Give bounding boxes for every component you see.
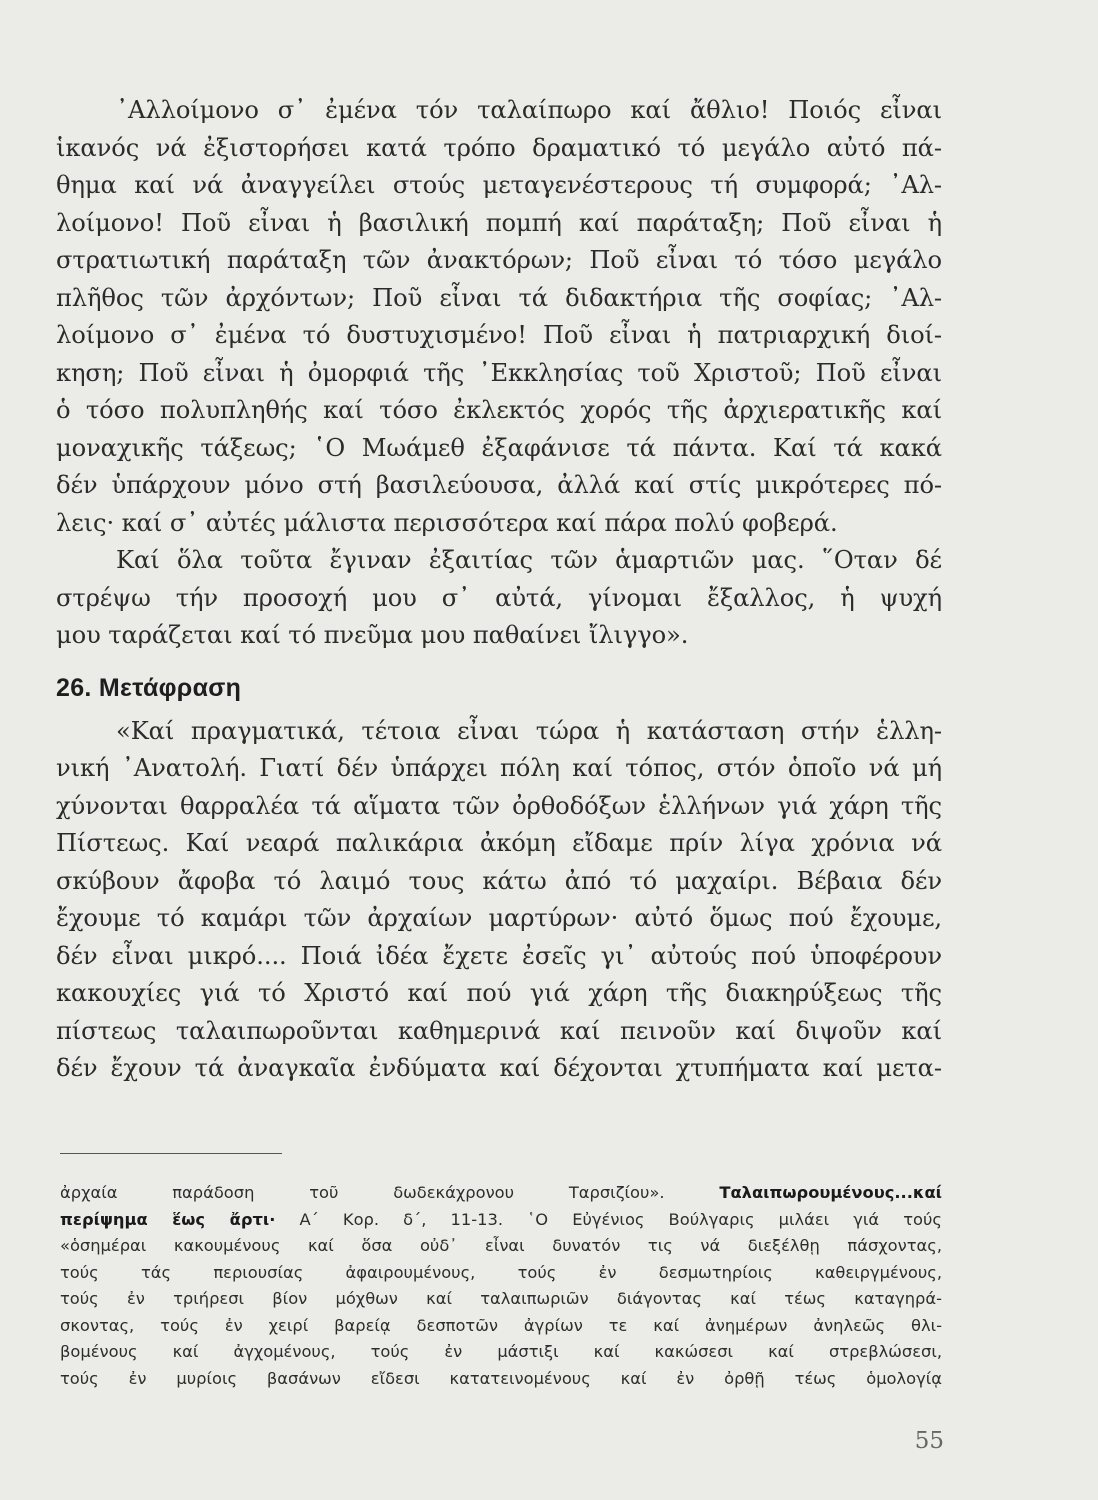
text-line: νική ᾽Ανατολή. Γιατί δέν ὑπάρχει πόλη καί τόπος, στόν ὁποῖο νά μή	[56, 754, 942, 782]
footnote-text: ἀρχαία παράδοση τοῦ δωδεκάχρονου Ταρσιζίου».	[60, 1183, 720, 1202]
footnote-text: Α΄ Κορ. δ΄, 11-13. ῾Ο Εὐγένιος Βούλγαρις μιλάει γιά τούς	[275, 1209, 942, 1229]
text-line: πλῆθος τῶν ἀρχόντων; Ποῦ εἶναι τά διδακτήρια τῆς σοφίας; ᾽Αλ-	[56, 283, 942, 312]
page-number: 55	[914, 1428, 944, 1454]
page-body	[56, 92, 942, 1088]
text-line: στρέψω τήν προσοχή μου σ᾽ αὐτά, γίνομαι ἔξαλλος, ἡ ψυχή	[56, 583, 942, 612]
paragraph-3	[56, 713, 942, 1088]
footnote-line: σκοντας, τούς ἐν χειρί βαρείᾳ δεσποτῶν ἀγρίων τε καί ἀνημέρων ἀνηλεῶς θλι-	[60, 1315, 942, 1335]
text-line: ἱκανός νά ἐξιστορήσει κατά τρόπο δραματικό τό μεγάλο αὐτό πά-	[56, 133, 942, 162]
footnote-line	[60, 1180, 942, 1207]
text-line: «Καί πραγματικά, τέτοια εἶναι τώρα ἡ κατάσταση στήν ἑλλη-	[116, 716, 942, 745]
text-line: στρατιωτική παράταξη τῶν ἀνακτόρων; Ποῦ εἶναι τό τόσο μεγάλο	[56, 246, 942, 274]
footnote	[60, 1180, 942, 1392]
text-line: ἔχουμε τό καμάρι τῶν ἀρχαίων μαρτύρων· αὐτό ὅμως πού ἔχουμε,	[56, 904, 942, 932]
text-line: δέν ἔχουν τά ἀναγκαῖα ἐνδύματα καί δέχονται χτυπήματα καί μετα-	[56, 1054, 942, 1082]
text-line: Καί ὅλα τοῦτα ἔγιναν ἐξαιτίας τῶν ἁμαρτιῶν μας. ῞Οταν δέ	[116, 546, 942, 574]
text-line: ᾽Αλλοίμονο σ᾽ ἐμένα τόν ταλαίπωρο καί ἄθλιο! Ποιός εἶναι	[116, 96, 942, 124]
text-line: πίστεως ταλαιπωροῦνται καθημερινά καί πεινοῦν καί διψοῦν καί	[56, 1016, 942, 1045]
footnote-bold-text: Ταλαιπωρουμένους...καί	[719, 1183, 942, 1202]
section-heading: 26. Μετάφραση	[56, 673, 242, 702]
text-line: δέν εἶναι μικρό.... Ποιά ἰδέα ἔχετε ἐσεῖς γι᾽ αὐτούς πού ὑποφέρουν	[56, 941, 942, 970]
text-line: λοίμονο! Ποῦ εἶναι ἡ βασιλική πομπή καί παράταξη; Ποῦ εἶναι ἡ	[56, 208, 942, 237]
paragraph-1	[56, 92, 942, 542]
text-line: μοναχικῆς τάξεως; ῾Ο Μωάμεθ ἐξαφάνισε τά πάντα. Καί τά κακά	[56, 433, 942, 462]
footnote-line: τούς τάς περιουσίας ἀφαιρουμένους, τούς ἐν δεσμωτηρίοις καθειργμένους,	[60, 1262, 942, 1282]
text-line: σκύβουν ἄφοβα τό λαιμό τους κάτω ἀπό τό μαχαίρι. Βέβαια δέν	[56, 866, 942, 895]
text-line: Πίστεως. Καί νεαρά παλικάρια ἀκόμη εἴδαμε πρίν λίγα χρόνια νά	[56, 829, 942, 857]
text-line: κηση; Ποῦ εἶναι ἡ ὀμορφιά τῆς ᾽Εκκλησίας τοῦ Χριστοῦ; Ποῦ εἶναι	[56, 358, 942, 387]
paragraph-2	[56, 542, 942, 655]
text-line: λεις· καί σ᾽ αὐτές μάλιστα περισσότερα καί πάρα πολύ φοβερά.	[56, 508, 838, 537]
text-line: δέν ὑπάρχουν μόνο στή βασιλεύουσα, ἀλλά καί στίς μικρότερες πό-	[56, 471, 942, 499]
footnote-line: τούς ἐν τριήρεσι βίον μόχθων καί ταλαιπωριῶν διάγοντας καί τέως καταγηρά-	[60, 1289, 942, 1308]
main-text	[56, 92, 942, 1088]
text-line: κακουχίες γιά τό Χριστό καί πού γιά χάρη τῆς διακηρύξεως τῆς	[56, 979, 942, 1007]
footnote-divider	[60, 1153, 282, 1154]
footnote-line: βομένους καί ἀγχομένους, τούς ἐν μάστιξι καί κακώσεσι καί στρεβλώσεσι,	[60, 1342, 942, 1361]
text-line: θημα καί νά ἀναγγείλει στούς μεταγενέστερους τή συμφορά; ᾽Αλ-	[56, 171, 942, 199]
footnote-bold-text: περίψημα ἕως ἄρτι·	[60, 1209, 276, 1229]
footnote-line: τούς ἐν μυρίοις βασάνων εἴδεσι κατατεινομένους καί ἐν ὀρθῇ τέως ὁμολογίᾳ	[60, 1368, 942, 1388]
text-line: λοίμονο σ᾽ ἐμένα τό δυστυχισμένο! Ποῦ εἶναι ἡ πατριαρχική διοί-	[56, 321, 942, 349]
footnote-line	[60, 1207, 942, 1234]
text-line: χύνονται θαρραλέα τά αἵματα τῶν ὀρθοδόξων ἑλλήνων γιά χάρη τῆς	[56, 791, 942, 820]
text-line: μου ταράζεται καί τό πνεῦμα μου παθαίνει ἴλιγγο».	[56, 621, 689, 649]
footnote-line: «ὁσημέραι κακουμένους καί ὅσα οὐδ᾽ εἶναι δυνατόν τις νά διεξέλθῃ πάσχοντας,	[60, 1236, 942, 1255]
text-line: ὁ τόσο πολυπληθής καί τόσο ἐκλεκτός χορός τῆς ἀρχιερατικῆς καί	[56, 396, 942, 424]
